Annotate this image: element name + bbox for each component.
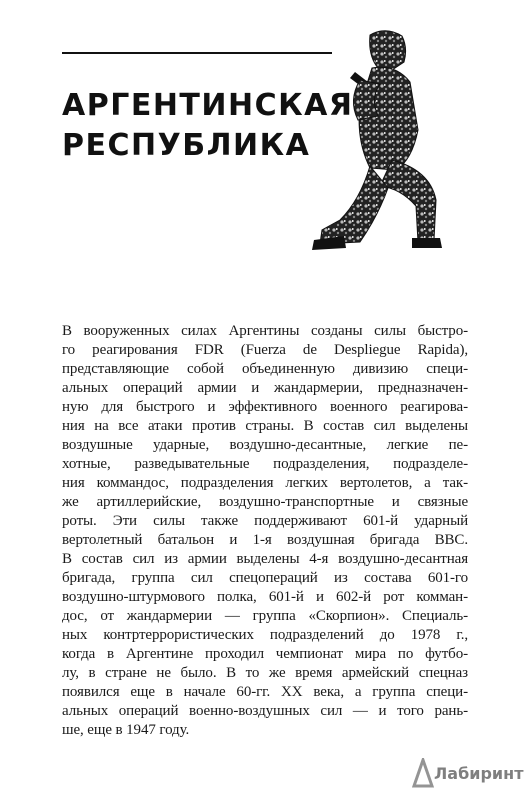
watermark [412, 758, 522, 792]
text-line: появился еще в начале 60-гг. XX века, а группа специ- [62, 684, 468, 700]
text-line: лу, в стране не было. В то же время армейский спецназ [62, 665, 468, 681]
text-line: воздушные ударные, воздушно-десантные, легкие пе- [62, 437, 468, 453]
text-line: альных операций армии и жандармерии, предназначен- [62, 380, 468, 396]
text-line: В состав сил из армии выделены 4-я воздушно-десантная [62, 551, 468, 567]
text-line: ную для быстрого и эффективного военного реагирова- [62, 399, 468, 415]
title-rule [62, 52, 332, 54]
body-text [62, 322, 468, 740]
text-line: бригада, группа сил спецопераций из состава 601-го [62, 570, 468, 586]
text-line: ния коммандос, подразделения легких вертолетов, а так- [62, 475, 468, 491]
text-line: ния на все атаки против страны. В состав сил выделены [62, 418, 468, 434]
text-line: ше, еще в 1947 году. [62, 722, 190, 738]
soldier-photo [300, 20, 450, 260]
text-line: го реагирования FDR (Fuerza de Despliegue Rapida), [62, 342, 468, 358]
text-line: дос, от жандармерии — группа «Скорпион». Специаль- [62, 608, 468, 624]
text-line: воздушно-штурмового полка, 601-й и 602-й рот комман- [62, 589, 468, 605]
chapter-title-line-2: РЕСПУБЛИКА [62, 128, 311, 163]
text-line: представляющие собой объединенную дивизию специ- [62, 361, 468, 377]
text-line: В вооруженных силах Аргентины созданы силы быстро- [62, 323, 468, 339]
labirint-logo-icon [412, 758, 434, 788]
text-line: роты. Эти силы также поддерживают 601-й ударный [62, 513, 468, 529]
text-line: вертолетный батальон и 1-я воздушная бригада ВВС. [62, 532, 468, 548]
text-line: когда в Аргентине проходил чемпионат мира по футбо- [62, 646, 468, 662]
text-line: же артиллерийские, воздушно-транспортные и связные [62, 494, 468, 510]
text-line: ных контртеррористических подразделений до 1978 г., [62, 627, 468, 643]
text-line: альных операций военно-воздушных сил — и того рань- [62, 703, 468, 719]
watermark-text: Лабиринт [434, 764, 524, 783]
text-line: хотные, разведывательные подразделения, подразделе- [62, 456, 468, 472]
chapter-title-line-1: АРГЕНТИНСКАЯ [62, 88, 354, 123]
